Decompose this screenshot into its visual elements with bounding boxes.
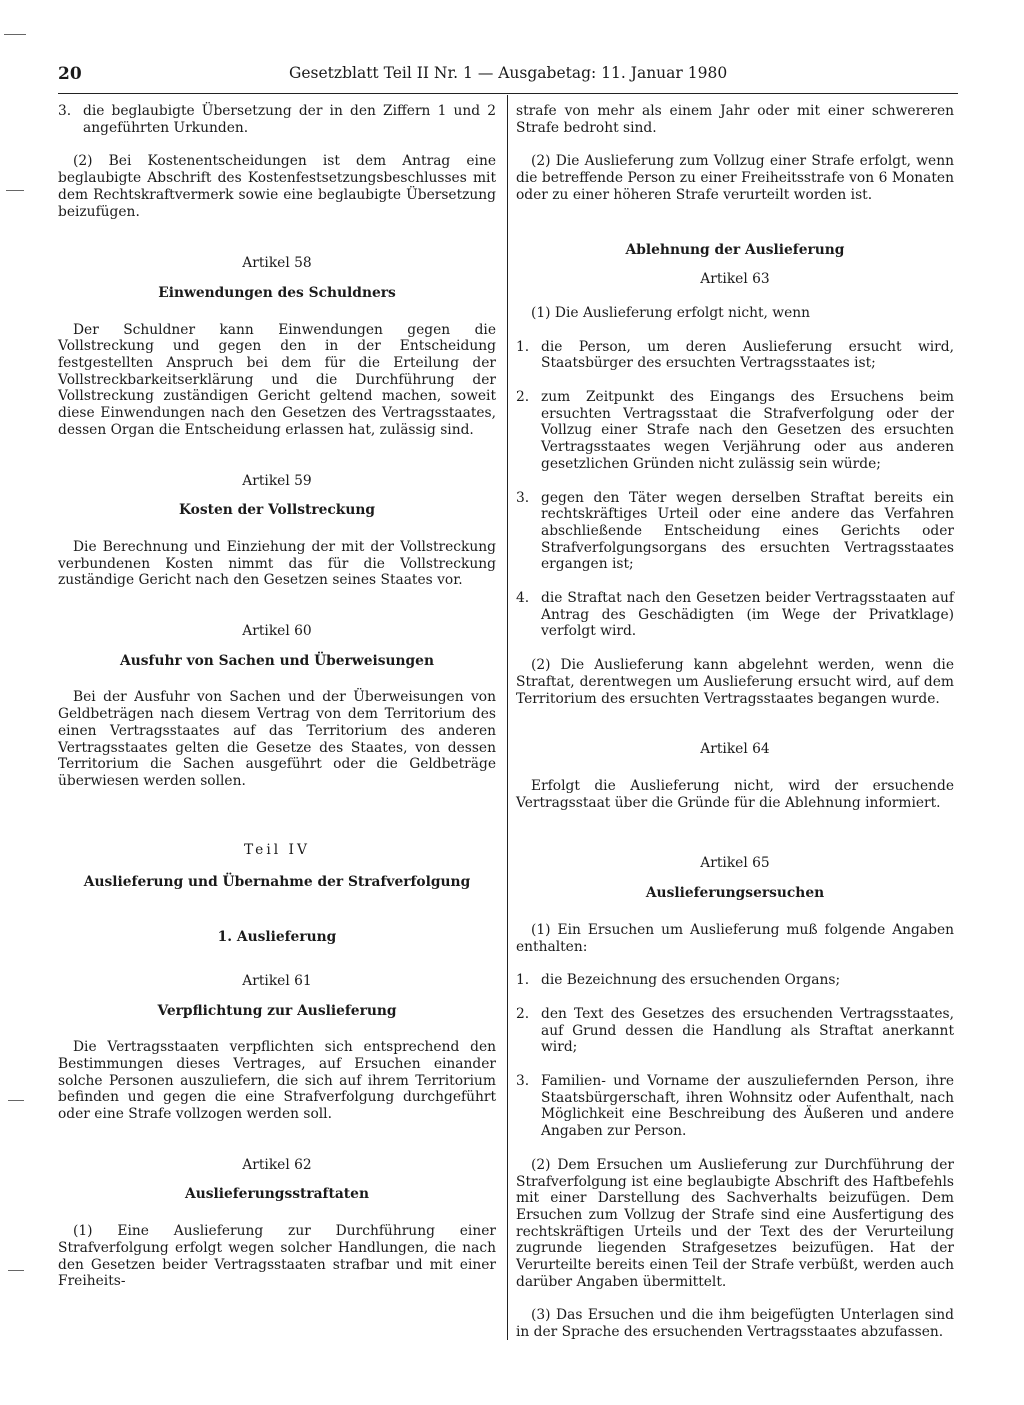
article-heading: Kosten der Vollstreckung (178, 502, 376, 519)
list-number: 2. (516, 1005, 530, 1022)
list-item (516, 339, 954, 372)
article-label: Artikel 58 (242, 255, 312, 272)
section-heading: 1. Auslieferung (217, 929, 337, 946)
list-item (516, 972, 954, 989)
paragraph: (2) Die Auslieferung kann abgelehnt werden, wenn die Straftat, derentwegen um Auslieferung ersucht wird, auf dem Territorium des ersuchten Vertragsstaates begangen wurde. (516, 657, 954, 707)
list-text: den Text des Gesetzes des ersuchenden Vertragsstaates, auf Grund dessen die Handlung als Straftat anerkannt wird; (541, 1005, 954, 1056)
list-text: die Straftat nach den Gesetzen beider Vertragsstaaten auf Antrag des Geschädigten (im Wege der Privatklage) verfolgt wird. (541, 590, 954, 640)
margin-mark (6, 190, 24, 191)
paragraph: Bei der Ausfuhr von Sachen und der Überweisungen von Geldbeträgen nach diesem Vertrag von dem Territorium des einen Vertragsstaates auf das Territorium des anderen Vertragsstaates gelten die Gesetze des Staates, von dessen Territorium die Sachen ausgeführt oder die Geldbeträge überwiesen werden sollen. (58, 689, 496, 789)
margin-mark (4, 34, 26, 35)
page-header (58, 62, 958, 88)
article-heading: Auslieferungsersuchen (645, 885, 825, 902)
paragraph: Die Berechnung und Einziehung der mit der Vollstreckung verbundenen Kosten nimmt das für die Vollstreckung zuständige Gericht nach den Gesetzen seines Staates vor. (58, 538, 496, 589)
article-label: Artikel 65 (700, 855, 770, 872)
list-text: die Bezeichnung des ersuchenden Organs; (541, 972, 841, 989)
list-number: 3. (58, 103, 72, 119)
part-label: Teil IV (244, 841, 310, 858)
paragraph: (1) Eine Auslieferung zur Durchführung einer Strafverfolgung erfolgt wegen solcher Handlungen, die nach den Gesetzen beider Vertragsstaaten strafbar und mit einer Freiheits- (58, 1223, 496, 1290)
list-item (516, 389, 954, 473)
list-item (516, 490, 954, 574)
header-title: Gesetzblatt Teil II Nr. 1 — Ausgabetag: 11. Januar 1980 (289, 64, 728, 82)
left-column (58, 103, 496, 1290)
paragraph: Erfolgt die Auslieferung nicht, wird der ersuchende Vertragsstaat über die Gründe für die Ablehnung informiert. (516, 777, 954, 811)
article-label: Artikel 61 (242, 972, 312, 989)
list-number: 1. (516, 338, 530, 355)
article-heading: Auslieferungsstraftaten (184, 1186, 369, 1203)
list-item (516, 590, 954, 640)
part-heading: Auslieferung und Übernahme der Strafverfolgung (83, 874, 471, 891)
right-column (516, 103, 954, 1341)
paragraph: (1) Die Auslieferung erfolgt nicht, wenn (531, 304, 811, 321)
list-item (58, 103, 496, 136)
list-number: 2. (516, 389, 530, 406)
article-label: Artikel 59 (242, 472, 312, 489)
paragraph: Der Schuldner kann Einwendungen gegen die Vollstreckung und gegen den in der Entscheidung festgestellten Anspruch bei dem für die Erteilung der Vollstreckbarkeitserklärung und die Durchführung der Vollstreckung zuständigen Gericht geltend machen, soweit diese Einwendungen nach den Gesetzen des Vertragsstaates, dessen Organ die Entscheidung erlassen hat, zulässig sind. (58, 321, 496, 438)
paragraph: (1) Ein Ersuchen um Auslieferung muß folgende Angaben enthalten: (516, 921, 954, 955)
paragraph: (2) Die Auslieferung zum Vollzug einer Strafe erfolgt, wenn die betreffende Person zu einer Freiheitsstrafe von 6 Monaten oder zu einer höheren Strafe verurteilt worden ist. (516, 153, 954, 203)
paragraph: Die Vertragsstaaten verpflichten sich entsprechend den Bestimmungen dieses Vertrages, auf Ersuchen einander solche Personen auszuliefern, die sich auf ihrem Territorium befinden und gegen die eine Strafverfolgung durchgeführt oder eine Strafe vollzogen werden soll. (58, 1039, 496, 1123)
list-text: gegen den Täter wegen derselben Straftat bereits ein rechtskräftiges Urteil oder eine andere das Verfahren abschließende Entscheidung eines Gerichts oder Strafverfolgungsorgans des ersuchten Vertragsstaates ergangen ist; (541, 489, 954, 573)
page-number: 20 (58, 64, 82, 84)
list-text: Familien- und Vorname der auszuliefernden Person, ihre Staatsbürgerschaft, ihren Wohnsitz oder Aufenthalt, nach Möglichkeit eine Beschreibung des Äußeren und andere Angaben zur Person. (541, 1073, 954, 1140)
paragraph: (3) Das Ersuchen und die ihm beigefügten Unterlagen sind in der Sprache des ersuchenden Vertragsstaates abzufassen. (516, 1307, 954, 1341)
article-heading: Einwendungen des Schuldners (158, 284, 396, 301)
article-heading: Ausfuhr von Sachen und Überweisungen (120, 652, 434, 669)
column-divider (507, 95, 508, 1340)
list-number: 4. (516, 590, 530, 607)
article-label: Artikel 62 (242, 1156, 312, 1173)
article-heading: Verpflichtung zur Auslieferung (157, 1002, 397, 1019)
margin-mark (8, 1270, 24, 1271)
list-text: zum Zeitpunkt des Eingangs des Ersuchens beim ersuchten Vertragsstaat die Strafverfolgung oder der Vollzug einer Strafe nach den Gesetzen des ersuchten Vertragsstaates wegen Verjährung oder aus anderen gesetzlichen Gründen nicht zulässig sein würde; (541, 389, 954, 472)
list-number: 1. (516, 972, 530, 989)
list-text: die Person, um deren Auslieferung ersucht wird, Staatsbürger des ersuchten Vertragsstaates ist; (541, 338, 954, 372)
list-number: 3. (516, 1073, 530, 1090)
list-number: 3. (516, 489, 530, 506)
paragraph: (2) Bei Kostenentscheidungen ist dem Antrag eine beglaubigte Abschrift des Kostenfestsetzungsbeschlusses mit dem Rechtskraftvermerk sowie eine beglaubigte Übersetzung beizufügen. (58, 153, 496, 220)
article-label: Artikel 64 (700, 741, 770, 758)
margin-mark (8, 1100, 24, 1101)
article-label: Artikel 60 (242, 623, 312, 640)
list-text: die beglaubigte Übersetzung der in den Ziffern 1 und 2 angeführten Urkunden. (83, 103, 496, 136)
section-heading: Ablehnung der Auslieferung (625, 241, 845, 258)
article-label: Artikel 63 (700, 271, 770, 288)
list-item (516, 1006, 954, 1056)
header-rule (58, 93, 958, 94)
paragraph: (2) Dem Ersuchen um Auslieferung zur Durchführung der Strafverfolgung ist eine beglaubigte Abschrift des Haftbefehls mit einer Darstellung des Sachverhalts beizufügen. Dem Ersuchen zum Vollzug der Strafe sind eine Ausfertigung des rechtskräftigen Urteils und der Text des der Verurteilung zugrunde liegenden Strafgesetzes beizufügen. Hat der Verurteilte bereits einen Teil der Strafe verbüßt, werden auch darüber Angaben übermittelt. (516, 1156, 954, 1290)
paragraph: strafe von mehr als einem Jahr oder mit einer schwereren Strafe bedroht sind. (516, 103, 954, 136)
list-item (516, 1073, 954, 1140)
